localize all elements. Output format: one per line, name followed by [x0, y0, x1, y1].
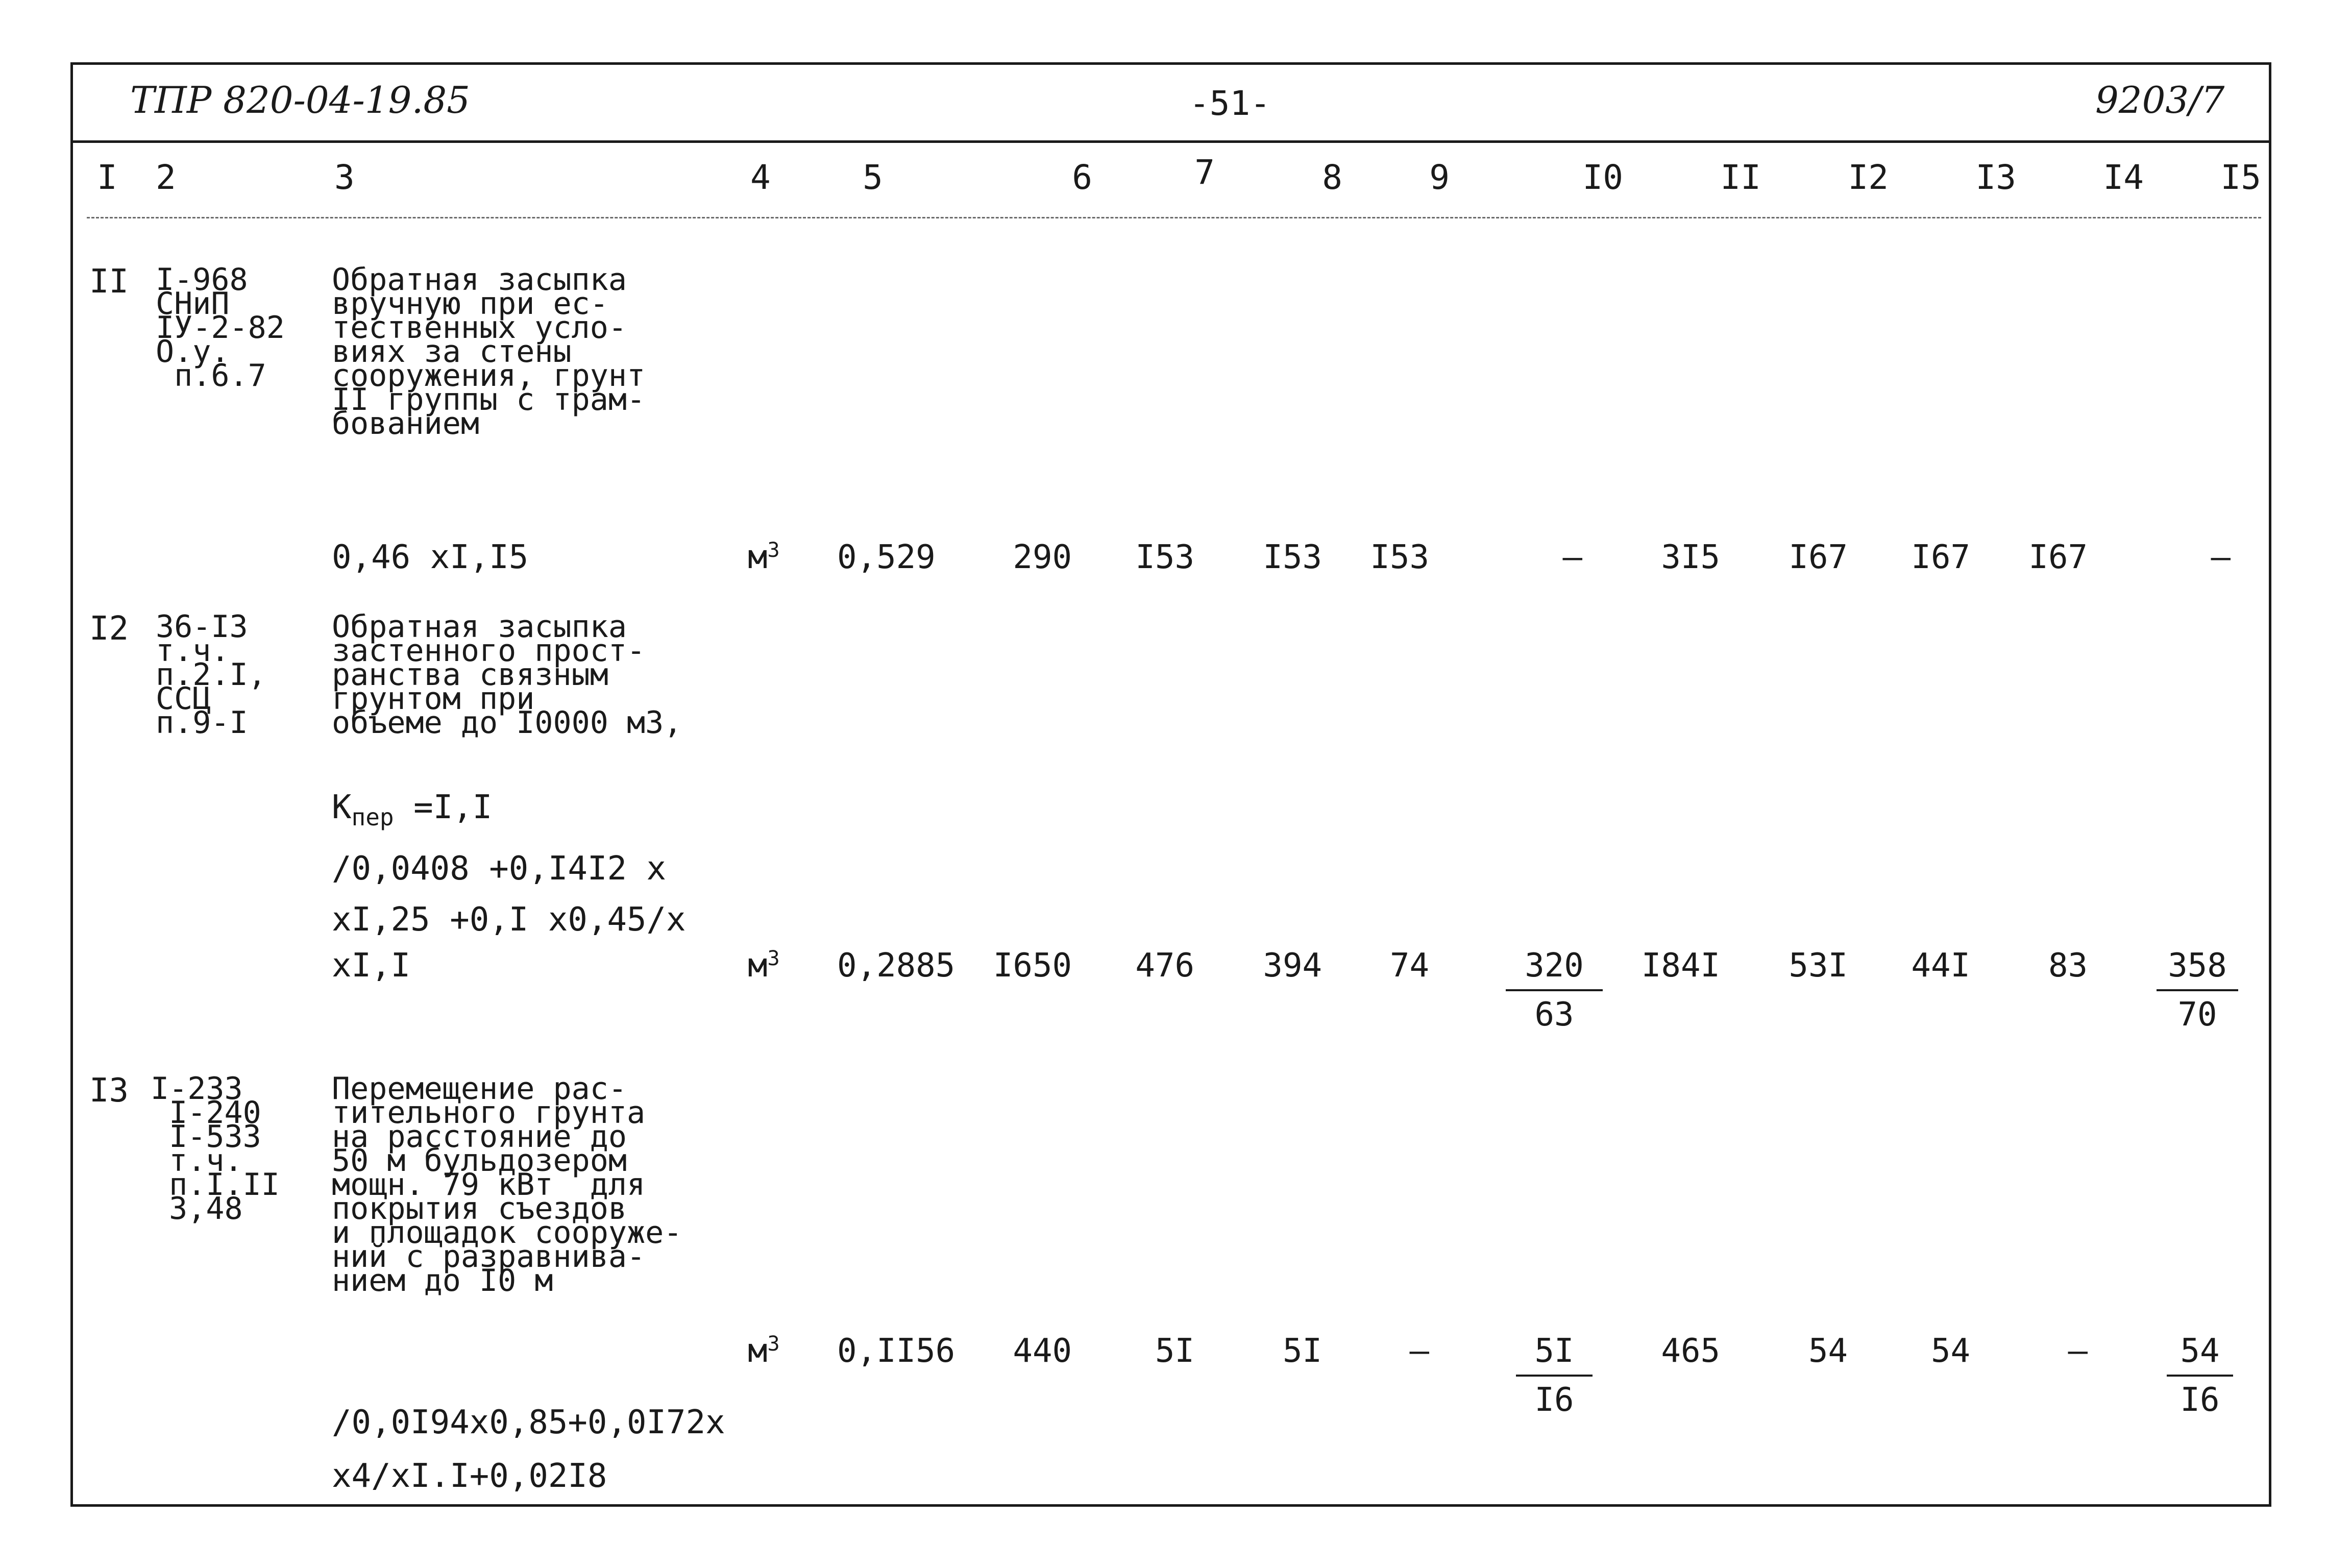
col-header-14: I4: [2103, 158, 2144, 197]
unit: [748, 947, 780, 985]
volume-formula-line-1: /0,0I94х0,85+0,0I72х: [332, 1404, 725, 1441]
coefficient: [332, 789, 493, 831]
cell-col-12: 54: [1808, 1332, 1848, 1370]
work-description: Обратная засыпка застенного прост- ранства связным грунтом при объеме до I0000 м3,: [332, 609, 682, 741]
col-header-4: 4: [750, 158, 771, 197]
unit-base: м: [748, 947, 768, 985]
cell-col-14: –: [2068, 1332, 2088, 1370]
volume-formula-line-2: хI,25 +0,I х0,45/х: [332, 901, 686, 939]
cell-col-5: 0,2885: [837, 947, 956, 985]
norm-reference: I-233 I-240 I-533 т.ч. п.I.II 3,48: [151, 1071, 280, 1227]
col-header-13: I3: [1975, 158, 2016, 197]
unit-exponent: 3: [767, 1332, 780, 1356]
doc-code: ТПР 820-04-19.85: [130, 79, 470, 121]
unit: [748, 1332, 780, 1370]
cell-col-7: 476: [1135, 947, 1194, 985]
col-header-12: I2: [1848, 158, 1889, 197]
cell-col-9: I53: [1370, 538, 1429, 576]
col-header-3: 3: [334, 158, 355, 197]
cell-col-8: I53: [1263, 538, 1322, 576]
fraction-numerator: 5I: [1516, 1335, 1593, 1377]
unit-base: м: [748, 538, 768, 576]
col-header-6: 6: [1072, 158, 1092, 197]
cell-col-6: 440: [1013, 1332, 1072, 1370]
col-header-1: I: [97, 158, 117, 197]
col-header-5: 5: [863, 158, 883, 197]
coefficient-subscript: пер: [351, 803, 394, 831]
unit-base: м: [748, 1332, 768, 1370]
work-description: Перемещение рас- тительного грунта на расстояние до 50 м бульдозером мощн. 79 кВт для покрытия съездов и площадок сооруже- ний с разравнива- нием до I0 м: [332, 1071, 682, 1298]
volume-formula-line-2: х4/хI.I+0,02I8: [332, 1457, 607, 1495]
cell-col-6: I650: [993, 947, 1072, 985]
row-number: I2: [89, 610, 129, 648]
cell-col-11: 465: [1661, 1332, 1720, 1370]
fraction-numerator: 320: [1506, 949, 1603, 991]
col-header-11: II: [1720, 158, 1761, 197]
title-rule: [73, 140, 2269, 143]
unit-exponent: 3: [767, 947, 780, 970]
fraction-denominator: I6: [2180, 1381, 2220, 1419]
cell-col-15: –: [2211, 538, 2231, 576]
cell-col-15-fraction: [2157, 947, 2238, 1034]
norm-reference: 36-I3 т.ч. п.2.I, ССЦ п.9-I: [156, 609, 266, 741]
norm-reference: I-968 СНиП IУ-2-82 О.у. п.6.7: [156, 262, 285, 394]
volume-formula: 0,46 хI,I5: [332, 538, 529, 576]
cell-col-7: 5I: [1155, 1332, 1194, 1370]
volume-formula-line-1: /0,0408 +0,I4I2 х: [332, 850, 667, 888]
cell-col-13: 44I: [1911, 947, 1970, 985]
fraction-denominator: I6: [1534, 1381, 1574, 1419]
row-number: I3: [89, 1072, 129, 1110]
col-header-7: 7: [1194, 153, 1215, 192]
col-header-10: I0: [1582, 158, 1623, 197]
cell-col-6: 290: [1013, 538, 1072, 576]
row-number: II: [89, 263, 129, 301]
cell-col-8: 5I: [1282, 1332, 1322, 1370]
cell-col-12: I67: [1789, 538, 1848, 576]
cell-col-9: 74: [1389, 947, 1429, 985]
sheet-code: 9203/7: [2095, 79, 2225, 121]
cell-col-15-fraction: [2167, 1332, 2233, 1419]
cell-col-10-fraction: [1506, 947, 1603, 1034]
cell-col-12: 53I: [1789, 947, 1848, 985]
volume-formula-line-3: хI,I: [332, 947, 411, 985]
cell-col-5: 0,529: [837, 538, 936, 576]
column-header-rule: [87, 217, 2261, 218]
cell-col-14: 83: [2048, 947, 2088, 985]
cell-col-9: –: [1409, 1332, 1429, 1370]
cell-col-11: I84I: [1641, 947, 1720, 985]
col-header-2: 2: [156, 158, 176, 197]
cell-col-13: I67: [1911, 538, 1970, 576]
col-header-9: 9: [1429, 158, 1450, 197]
cell-col-10: –: [1562, 538, 1582, 576]
col-header-8: 8: [1322, 158, 1342, 197]
cell-col-13: 54: [1930, 1332, 1970, 1370]
fraction-denominator: 70: [2177, 996, 2217, 1034]
unit-exponent: 3: [767, 538, 780, 562]
col-header-15: I5: [2220, 158, 2261, 197]
fraction-numerator: 358: [2157, 949, 2238, 991]
cell-col-10-fraction: [1516, 1332, 1593, 1419]
unit: [748, 538, 780, 576]
page-number: -51-: [1189, 84, 1270, 123]
work-description: Обратная засыпка вручную при ес- тественных усло- виях за стены сооружения, грунт II группы с трам- бованием: [332, 262, 646, 442]
cell-col-14: I67: [2028, 538, 2088, 576]
cell-col-5: 0,II56: [837, 1332, 956, 1370]
cell-col-7: I53: [1135, 538, 1194, 576]
coefficient-value: =I,I: [394, 789, 493, 826]
coefficient-symbol: К: [332, 789, 352, 826]
cell-col-11: 3I5: [1661, 538, 1720, 576]
fraction-numerator: 54: [2167, 1335, 2233, 1377]
cell-col-8: 394: [1263, 947, 1322, 985]
fraction-denominator: 63: [1534, 996, 1574, 1034]
